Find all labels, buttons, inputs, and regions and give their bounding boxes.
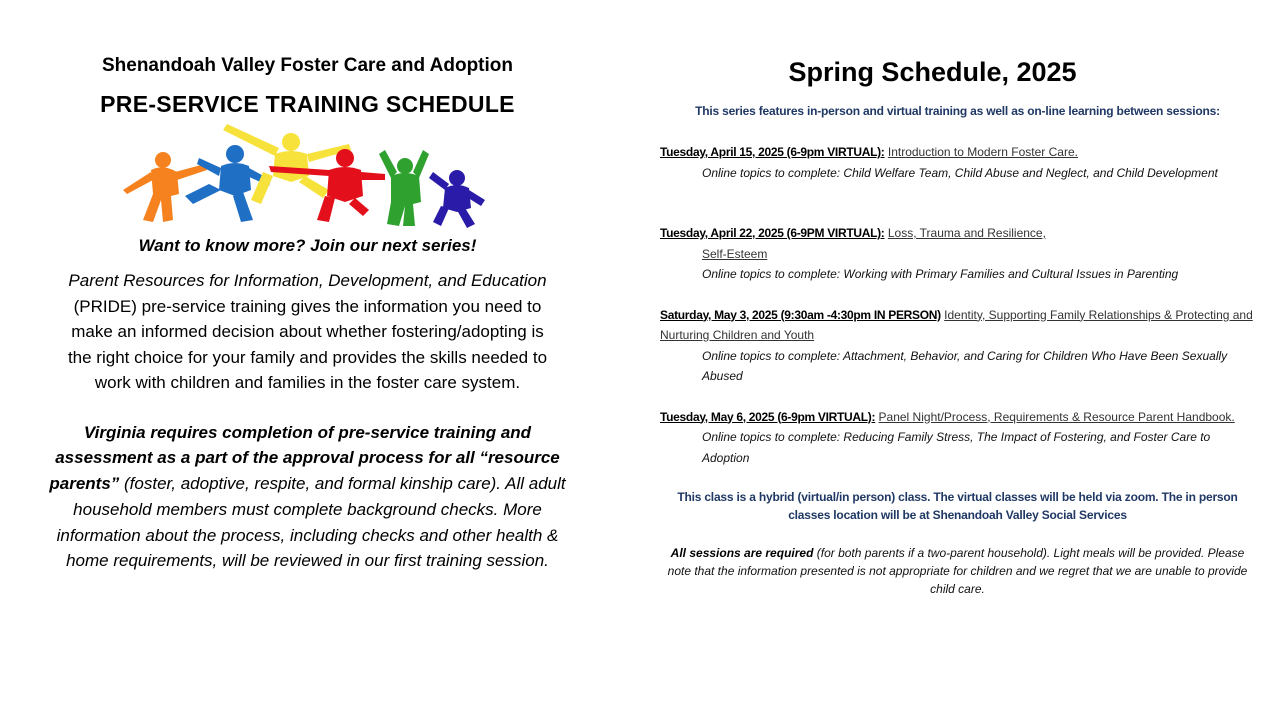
session-topic: Loss, Trauma and Resilience, (887, 226, 1046, 240)
online-topics: Online topics to complete: Attachment, Behavior, and Caring for Children Who Have Been Sexually Abused (702, 348, 1228, 383)
schedule-title: Spring Schedule, 2025 (788, 57, 1077, 87)
session-topic-extra: Self-Esteem (702, 246, 768, 261)
online-topics: Online topics to complete: Child Welfare Team, Child Abuse and Neglect, and Child Development (702, 165, 1218, 180)
hybrid-note: This class is a hybrid (virtual/in person) class. The virtual classes will be held via zoom. The in person classes location will be at Shenandoah Valley Social Services (677, 490, 1238, 522)
join-teaser: Want to know more? Join our next series! (138, 236, 477, 255)
pride-name: Parent Resources for Information, Development, and Education (68, 271, 547, 290)
required-statement: All sessions are required (670, 546, 814, 560)
pride-details: (PRIDE) pre-service training gives the information you need to make an informed decision about whether fostering/adopting is the right choice for your family and provides the skills needed to work with children and families in the foster care system. (67, 296, 548, 392)
session-date: Tuesday, April 15, 2025 (6-9pm VIRTUAL): (660, 145, 885, 159)
requirement-details: (foster, adoptive, respite, and formal kinship care). All adult household members must complete background checks. More information about the process, including checks and other health & home requirements, will be reviewed in our first training session. (56, 474, 566, 571)
organization-name: Shenandoah Valley Foster Care and Adoption (101, 55, 514, 76)
session-date: Saturday, May 3, 2025 (9:30am -4:30pm IN PERSON) (660, 307, 941, 322)
session-topic: Identity, Supporting Family Relationships & Protecting and Nurturing Children and Youth (660, 307, 1253, 342)
session-date: Tuesday, April 22, 2025 (6-9PM VIRTUAL): (660, 226, 885, 240)
series-intro: This series features in-person and virtual training as well as on-line learning between sessions: (695, 104, 1220, 118)
attendance-details: (for both parents if a two-parent household). Light meals will be provided. Please note that the information presented is not appropriate for children and we regret that we are unable to provide child care. (667, 546, 1248, 596)
session-topic: Introduction to Modern Foster Care. (887, 145, 1078, 159)
session-item (660, 305, 1255, 387)
left-panel (40, 55, 575, 574)
virginia-requirements (48, 420, 567, 575)
attendance-note (660, 544, 1255, 598)
right-panel (660, 57, 1255, 610)
online-topics: Online topics to complete: Working with Primary Families and Cultural Issues in Parenting (702, 267, 1179, 281)
session-list (660, 142, 1255, 468)
online-topics: Online topics to complete: Reducing Family Stress, The Impact of Fostering, and Foster Care to Adoption (702, 430, 1211, 465)
training-title: PRE-SERVICE TRAINING SCHEDULE (100, 91, 515, 117)
session-item (660, 142, 1255, 183)
dancing-figures-illustration (123, 124, 493, 230)
requirement-statement: Virginia requires completion of pre-service training and assessment as a part of the approval process for all “resource parents” (49, 422, 560, 494)
session-item (660, 407, 1255, 469)
pride-description (60, 268, 555, 396)
session-topic: Panel Night/Process, Requirements & Resource Parent Handbook. (878, 409, 1235, 424)
session-date: Tuesday, May 6, 2025 (6-9pm VIRTUAL): (660, 409, 876, 424)
session-item (660, 223, 1255, 285)
